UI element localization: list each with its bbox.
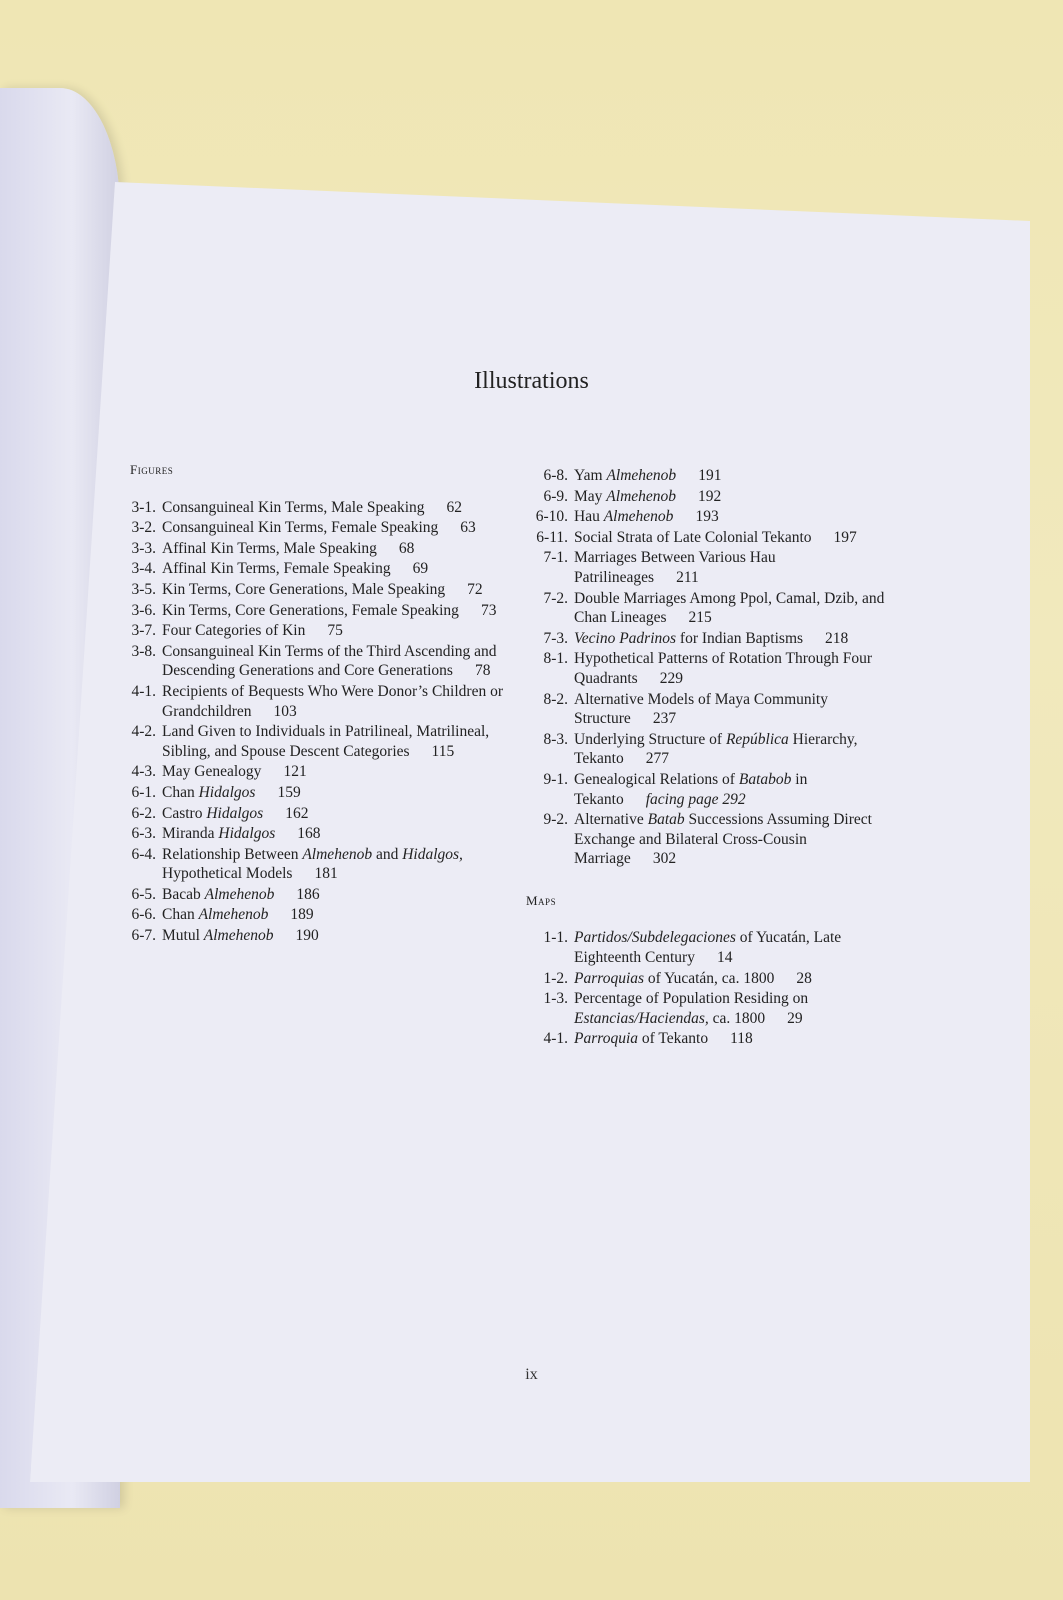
item-title-part: Genealogical Relations of xyxy=(574,770,739,788)
item-title-part: Hidalgos, xyxy=(402,845,463,863)
item-title-part: Chan xyxy=(162,783,199,801)
item-number: 7-2. xyxy=(543,589,568,607)
list-item xyxy=(520,629,890,649)
item-number: 6-11. xyxy=(536,528,568,546)
item-number: 9-2. xyxy=(543,811,568,829)
item-title-part: Relationship Between xyxy=(162,845,303,863)
item-number: 6-5. xyxy=(131,885,156,903)
list-item xyxy=(520,1029,890,1049)
list-item xyxy=(520,589,890,628)
item-title-part: Affinal Kin Terms, Male Speaking xyxy=(162,539,377,557)
item-page: 211 xyxy=(676,568,699,586)
item-page: 68 xyxy=(398,539,415,557)
item-title-part: Mutul xyxy=(162,927,204,945)
figures-heading: Figures xyxy=(130,462,174,477)
item-title-part: Underlying Structure of xyxy=(574,730,726,748)
list-item xyxy=(108,559,508,579)
item-number: 3-1. xyxy=(131,498,156,516)
maps-heading: Maps xyxy=(526,892,557,908)
list-item xyxy=(108,885,508,905)
page-number: ix xyxy=(525,1366,538,1383)
item-title-part: Alternative Models of Maya Community Structure xyxy=(574,690,828,728)
item-title-part: Bacab xyxy=(162,885,205,903)
item-title-part: Marriages Between Various Hau Patrilineages xyxy=(574,549,776,586)
list-item xyxy=(108,824,508,844)
item-title-part: Four Categories of Kin xyxy=(162,622,306,640)
item-title-part: Double Marriages Among Ppol, Camal, Dzib, and Chan Lineages xyxy=(574,589,885,627)
item-title-part: of Tekanto xyxy=(638,1030,709,1048)
item-number: 1-3. xyxy=(543,990,568,1008)
item-page: 103 xyxy=(273,702,297,720)
list-item xyxy=(520,969,890,989)
item-number: 7-1. xyxy=(543,549,568,567)
item-number: 3-7. xyxy=(131,622,156,640)
list-item xyxy=(520,730,890,769)
item-title-part: República xyxy=(725,730,789,748)
item-title-part: Hidalgos xyxy=(206,804,264,822)
item-number: 6-9. xyxy=(543,487,568,505)
item-title-part: Yam xyxy=(574,467,607,484)
item-title-part: Chan xyxy=(162,906,199,924)
item-page: 192 xyxy=(698,487,722,505)
item-title-part: Hidalgos xyxy=(218,825,276,843)
item-title-part: Parroquia xyxy=(574,1030,639,1048)
item-title-part: and xyxy=(372,845,403,863)
list-item xyxy=(520,928,890,967)
item-title-part: Affinal Kin Terms, Female Speaking xyxy=(162,560,391,578)
item-number: 8-1. xyxy=(543,650,568,668)
item-number: 9-1. xyxy=(543,770,568,788)
item-title-part: Almehenob xyxy=(204,885,275,903)
item-title-part: Percentage of Population Residing on xyxy=(574,990,809,1008)
item-page: 197 xyxy=(833,528,857,546)
item-title-part: Hypothetical Patterns of Rotation Through Four Quadrants xyxy=(574,650,873,687)
item-page: 69 xyxy=(412,560,429,578)
item-number: 4-1. xyxy=(131,682,156,700)
item-number: 6-8. xyxy=(543,467,568,484)
list-item xyxy=(108,518,508,538)
item-number: 4-1. xyxy=(543,1030,568,1048)
item-number: 6-3. xyxy=(131,825,156,843)
item-page: 29 xyxy=(787,1009,803,1027)
item-title-part: Consanguineal Kin Terms, Female Speaking xyxy=(162,519,439,537)
item-number: 3-6. xyxy=(131,601,156,619)
item-page: 181 xyxy=(314,865,338,883)
item-title-part: Batab xyxy=(647,811,685,829)
item-page: 115 xyxy=(431,742,455,760)
item-number: 6-10. xyxy=(535,508,568,526)
item-number: 8-3. xyxy=(543,730,568,748)
item-page: 186 xyxy=(296,885,320,903)
item-number: 1-1. xyxy=(543,929,568,947)
item-title-part: for Indian Baptisms xyxy=(676,629,804,647)
item-page: 72 xyxy=(467,580,483,598)
item-title-part: May xyxy=(574,487,607,505)
list-item xyxy=(108,498,508,518)
right-column xyxy=(520,466,890,1050)
item-page: 277 xyxy=(645,750,669,768)
list-item xyxy=(108,722,508,761)
item-page: 191 xyxy=(698,467,722,484)
item-page: 162 xyxy=(285,804,309,822)
item-page: 78 xyxy=(474,662,491,680)
list-item xyxy=(108,926,508,946)
item-number: 8-2. xyxy=(543,690,568,708)
item-number: 3-5. xyxy=(131,580,156,598)
item-number: 6-2. xyxy=(131,804,156,822)
item-page: 118 xyxy=(730,1030,753,1048)
item-title-part: Almehenob xyxy=(606,467,677,484)
item-title-part: Successions Assuming Direct Exchange and Bilateral Cross-Cousin Marriage xyxy=(574,811,872,868)
item-page: 14 xyxy=(716,949,733,967)
item-title-part: Partidos/Subdelegaciones xyxy=(574,929,736,947)
item-number: 3-3. xyxy=(131,539,156,557)
maps-list xyxy=(520,928,890,1049)
item-page: 73 xyxy=(480,601,497,619)
item-title-part: of Yucatán, ca. 1800 xyxy=(644,969,775,987)
item-number: 3-4. xyxy=(131,560,156,578)
item-title-part: Social Strata of Late Colonial Tekanto xyxy=(574,528,812,546)
left-column xyxy=(108,460,508,947)
item-page: 302 xyxy=(652,850,677,868)
item-title-part: Batabob xyxy=(738,770,792,788)
item-page: 63 xyxy=(460,519,476,537)
item-number: 4-3. xyxy=(131,763,156,781)
item-number: 6-7. xyxy=(131,927,156,945)
item-page: 121 xyxy=(283,763,307,781)
item-title-part: Consanguineal Kin Terms, Male Speaking xyxy=(162,498,425,516)
item-title-part: Almehenob xyxy=(203,927,274,945)
item-title-part: Parroquias xyxy=(574,969,645,987)
item-title-part: Vecino Padrinos xyxy=(574,629,677,647)
item-number: 3-2. xyxy=(131,519,156,537)
list-item xyxy=(108,845,508,884)
item-page: 190 xyxy=(295,927,319,945)
item-title-part: ca. 1800 xyxy=(708,1009,766,1027)
item-page: 229 xyxy=(659,669,683,687)
item-page: 159 xyxy=(277,783,301,801)
item-page: 215 xyxy=(688,609,712,627)
list-item xyxy=(520,466,890,486)
list-item xyxy=(108,580,508,600)
item-page: facing page 292 xyxy=(645,790,746,808)
item-page: 218 xyxy=(825,629,849,647)
item-title-part: Kin Terms, Core Generations, Male Speaking xyxy=(162,580,446,598)
list-item xyxy=(520,507,890,527)
list-item xyxy=(520,989,890,1028)
figures-list-right xyxy=(520,466,890,869)
item-page: 75 xyxy=(327,622,343,640)
item-page: 193 xyxy=(695,508,719,526)
item-number: 1-2. xyxy=(543,969,568,987)
item-title-part: Almehenob xyxy=(302,845,373,863)
list-item xyxy=(520,649,890,688)
item-page: 28 xyxy=(796,969,812,987)
list-item xyxy=(520,528,890,548)
item-title-part: Almehenob xyxy=(198,906,269,924)
item-title-part: Hau xyxy=(574,508,604,526)
page-title: Illustrations xyxy=(474,368,589,394)
item-title-part: of Yucatán, Late Eighteenth Century xyxy=(574,929,842,967)
item-title-part: Kin Terms, Core Generations, Female Speaking xyxy=(162,601,459,619)
item-number: 6-6. xyxy=(131,906,156,924)
list-item xyxy=(108,783,508,803)
item-title-part: Land Given to Individuals in Patrilineal, Matrilineal, Sibling, and Spouse Descent Categories xyxy=(162,723,490,760)
list-item xyxy=(520,810,890,869)
item-title-part: May Genealogy xyxy=(162,763,262,781)
list-item xyxy=(108,804,508,824)
item-title-part: Hierarchy, Tekanto xyxy=(574,730,858,768)
item-number: 6-4. xyxy=(131,845,156,863)
list-item xyxy=(520,770,890,809)
item-number: 3-8. xyxy=(131,642,156,660)
item-title-part: Miranda xyxy=(162,825,219,843)
item-number: 6-1. xyxy=(131,783,156,801)
list-item xyxy=(108,621,508,641)
item-page: 189 xyxy=(290,906,314,924)
item-page: 168 xyxy=(297,825,321,843)
item-title-part: Recipients of Bequests Who Were Donor’s Children or Grandchildren xyxy=(162,682,503,720)
list-item xyxy=(520,690,890,729)
item-title-part: Estancias/Haciendas, xyxy=(574,1009,709,1027)
item-title-part: in Tekanto xyxy=(574,770,808,808)
item-title-part: Castro xyxy=(162,804,207,822)
item-page: 237 xyxy=(652,710,677,728)
list-item xyxy=(108,905,508,925)
list-item xyxy=(108,601,508,621)
list-item xyxy=(108,539,508,559)
list-item xyxy=(520,548,890,587)
item-number: 7-3. xyxy=(543,629,568,647)
item-title-part: Almehenob xyxy=(603,508,674,526)
item-title-part: Consanguineal Kin Terms of the Third Ascending and Descending Generations and Core Generations xyxy=(162,642,497,680)
list-item xyxy=(108,762,508,782)
list-item xyxy=(108,682,508,721)
item-title-part: Alternative xyxy=(574,811,648,829)
item-title-part: Hypothetical Models xyxy=(162,865,293,883)
list-item xyxy=(520,487,890,507)
item-title-part: Hidalgos xyxy=(198,783,256,801)
item-title-part: Almehenob xyxy=(606,487,677,505)
figures-list-left xyxy=(108,498,508,946)
item-number: 4-2. xyxy=(131,723,156,741)
item-page: 62 xyxy=(446,498,463,516)
list-item xyxy=(108,642,508,681)
